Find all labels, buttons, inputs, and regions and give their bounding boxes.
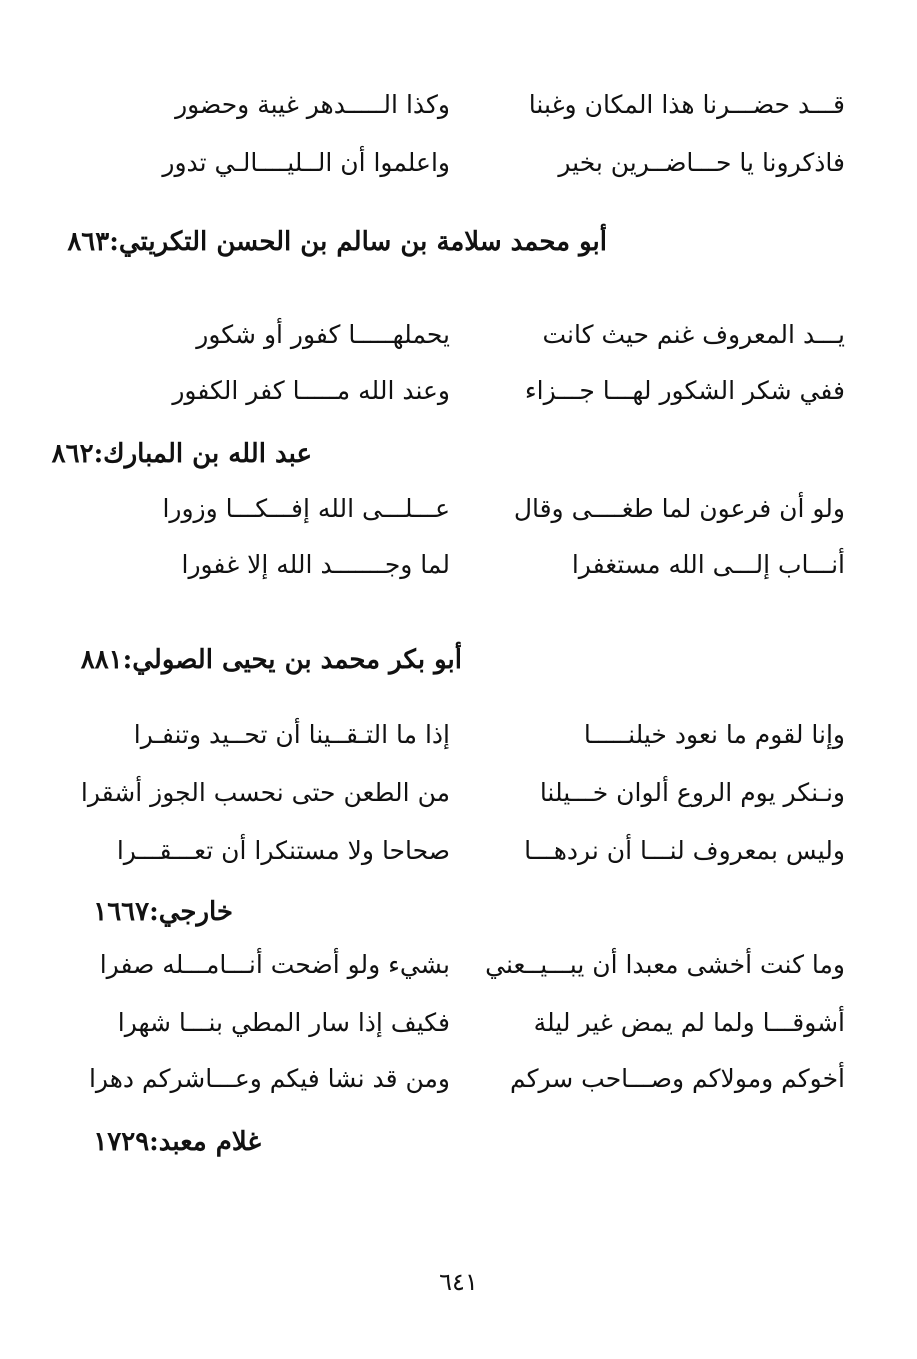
page-number: ٦٤١ xyxy=(439,1268,478,1296)
verse-hemistich-left: يحملهـــــا كفور أو شكور xyxy=(196,320,450,349)
verse-hemistich-right: وليس بمعروف لنـــا أن نردهـــا xyxy=(524,836,845,865)
verse-hemistich-right: يـــد المعروف غنم حيث كانت xyxy=(542,320,845,349)
verse-hemistich-left: إذا ما التـقــينا أن تحــيد وتنفـرا xyxy=(133,720,450,749)
verse-hemistich-left: فكيف إذا سار المطي بنـــا شهرا xyxy=(117,1008,450,1037)
verse-hemistich-left: واعلموا أن الــليــــالـي تدور xyxy=(162,148,450,177)
poet-heading: أبو محمد سلامة بن سالم بن الحسن التكريتي:٨٦٣ xyxy=(67,227,607,257)
verse-hemistich-right: ولو أن فرعون لما طغــــى وقال xyxy=(513,494,845,523)
verse-hemistich-left: لما وجـــــــد الله إلا غفورا xyxy=(181,550,450,579)
verse-hemistich-left: ومن قد نشا فيكم وعـــاشركم دهرا xyxy=(88,1064,450,1093)
verse-hemistich-left: وعند الله مـــــا كفر الكفور xyxy=(172,376,450,405)
poet-heading: عبد الله بن المبارك:٨٦٢ xyxy=(51,439,312,469)
verse-hemistich-right: أخوكم ومولاكم وصـــاحب سركم xyxy=(509,1064,845,1093)
verse-hemistich-right: وما كنت أخشى معبدا أن يبـــيــعني xyxy=(485,950,845,979)
poet-heading: غلام معبد:١٧٢٩ xyxy=(93,1127,261,1157)
verse-hemistich-left: من الطعن حتى نحسب الجوز أشقرا xyxy=(80,778,450,807)
verse-hemistich-right: قـــد حضـــرنا هذا المكان وغبنا xyxy=(528,90,845,119)
verse-hemistich-right: أنـــاب إلـــى الله مستغفرا xyxy=(571,550,845,579)
verse-hemistich-right: فاذكرونا يا حـــاضــرين بخير xyxy=(558,148,845,177)
poet-heading: أبو بكر محمد بن يحيى الصولي:٨٨١ xyxy=(80,645,462,675)
verse-hemistich-left: عـــلـــى الله إفـــكـــا وزورا xyxy=(162,494,450,523)
poet-heading: خارجي:١٦٦٧ xyxy=(93,897,233,927)
verse-hemistich-left: صحاحا ولا مستنكرا أن تعـــقـــرا xyxy=(116,836,450,865)
verse-hemistich-left: بشيء ولو أضحت أنـــامـــله صفرا xyxy=(99,950,450,979)
verse-hemistich-right: أشوقـــا ولما لم يمض غير ليلة xyxy=(533,1008,845,1037)
verse-hemistich-right: ففي شكر الشكور لهـــا جـــزاء xyxy=(524,376,845,405)
verse-hemistich-left: وكذا الـــــدهر غيبة وحضور xyxy=(175,90,450,119)
verse-hemistich-right: ونـنكر يوم الروع ألوان خـــيلنا xyxy=(539,778,845,807)
verse-hemistich-right: وإنا لقوم ما نعود خيلنـــــا xyxy=(583,720,845,749)
